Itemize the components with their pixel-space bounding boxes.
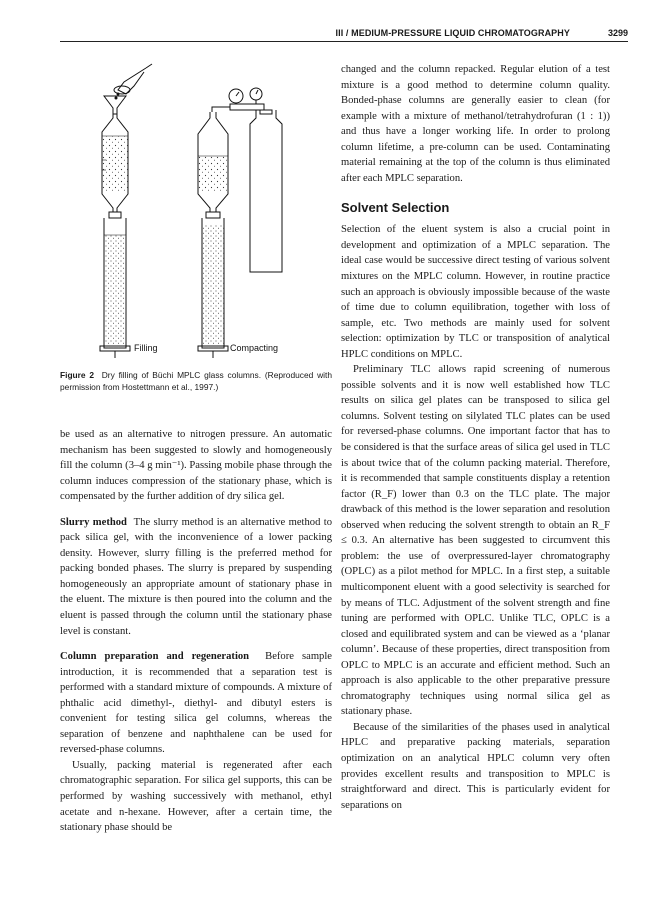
figure-2-illustration <box>60 60 332 360</box>
left-column <box>60 427 332 836</box>
right-column <box>341 62 610 813</box>
left-paragraph-2 <box>60 515 332 639</box>
right-paragraph-1: changed and the column repacked. Regular elution of a test mixture is a good method to determine column quality. Bonded-phase columns are generally easier to clean (for example with a mixture of methanol/tetrahydrofuran (1 : 1)) and thus have a longer working life. In order to prolong column lifetime, a pre-column can be used. Contaminating material remaining at the top of the column is thus eliminated after each MPLC separation. <box>341 64 610 184</box>
running-header <box>60 27 628 42</box>
page-number: 3299 <box>607 28 628 38</box>
right-paragraph-4: Because of the similarities of the phases used in analytical HPLC and preparative packing materials, separation optimization on an analytical HPLC column very often provides excellent results and transposition to MPLC is straightforward and direct. This is particularly evident for separations on <box>341 721 610 811</box>
left-paragraph-3 <box>60 649 332 758</box>
left-paragraph-4: Usually, packing material is regenerated after each chromatographic separation. For silica gel supports, this can be performed by washing successively with methanol, ethyl acetate and n-hexane. However, after a certain time, the stationary phase should be <box>60 759 332 834</box>
right-paragraph-3: Preliminary TLC allows rapid screening of numerous possible solvents and it is now well established how TLC results on silica gel plates can be transposed to silica gel columns. Solvent testing on silylated TLC plates can be used for reversed-phase columns. One important factor that has to be considered is that the surface areas of silica gel used in TLC is about twice that of the column packing material. Therefore, it is recommended that sample constituents display a retention factor (R_F) lower than 0.3 on the TLC plate. The major drawback of this method is the lower separation and resolution observed when reducing the solvent strength to obtain an R_F ≤ 0.3. An alternative has been suggested to circumvent this problem: the use of overpressured-layer chromatography (OPLC) as a pilot method for MPLC. In a first step, a suitable multicomponent eluent with a good selectivity is searched for by means of TLC. Adjustment of the solvent strength and fine tuning are performed with OPLC. Unlike TLC, OPLC is a closed and equilibrated system and can be viewed as a ‘planar column’. Because of these properties, direct transposition from OPLC to MPLC is an accurate and efficient method. Such an approach is also applicable to the other preparative pressure chromatography techniques using normal silica gel as stationary phase. <box>341 364 610 718</box>
column-prep-text: Before sample introduction, it is recommended that a separation test is performed with a standard mixture of compounds. A mixture of phthalic acid dimethyl-, diethyl- and dibutyl esters is convenient for testing silica gel columns, whereas the separation of benzene and naphthalene can be used for reversed-phase columns. <box>60 651 332 756</box>
run-in-heading-column-prep: Column preparation and regeneration <box>60 651 250 663</box>
slurry-text: The slurry method is an alternative method to pack silica gel, with the inconvenience of a lower packing density. However, slurry filling is the preferred method for packing bonded phases. The slurry is prepared by suspending homogeneously an appropriate amount of stationary phase in the eluent. The mixture is then poured into the column and the eluent is passed through the column until the stationary phase level is constant. <box>60 516 332 637</box>
figure-2 <box>60 60 332 360</box>
filling-column-drawing <box>100 64 152 358</box>
run-in-heading-slurry: Slurry method <box>60 516 127 528</box>
left-paragraph-1: be used as an alternative to nitrogen pressure. An automatic mechanism has been suggested to slowly and homogeneously fill the column (3–4 g min⁻¹). Passing mobile phase through the column induces compression of the stationary phase, which is compensated by the further addition of dry silica gel. <box>60 429 332 503</box>
running-header-title: III / MEDIUM-PRESSURE LIQUID CHROMATOGRAPHY <box>335 28 570 38</box>
figure-caption <box>60 369 332 393</box>
filling-label: Filling <box>134 343 158 353</box>
compacting-label: Compacting <box>230 343 279 353</box>
figure-caption-text: Dry filling of Büchi MPLC glass columns. (Reproduced with permission from Hostettmann et al., 1997.) <box>60 370 333 392</box>
right-paragraph-2: Selection of the eluent system is also a crucial point in development and optimization of a MPLC separation. The ideal case would be successive direct testing of various solvent mixtures on the MPLC column. However, in routine practice such an approach is obviously impossible because of the waste of time due to column equilibration, together with loss of sample, etc. Two methods are mainly used for solvent selection: optimization by TLC or transposition of analytical HPLC conditions on MPLC. <box>341 224 610 360</box>
figure-caption-label: Figure 2 <box>60 370 95 380</box>
compacting-column-drawing <box>198 88 282 358</box>
section-heading: Solvent Selection <box>341 200 450 216</box>
